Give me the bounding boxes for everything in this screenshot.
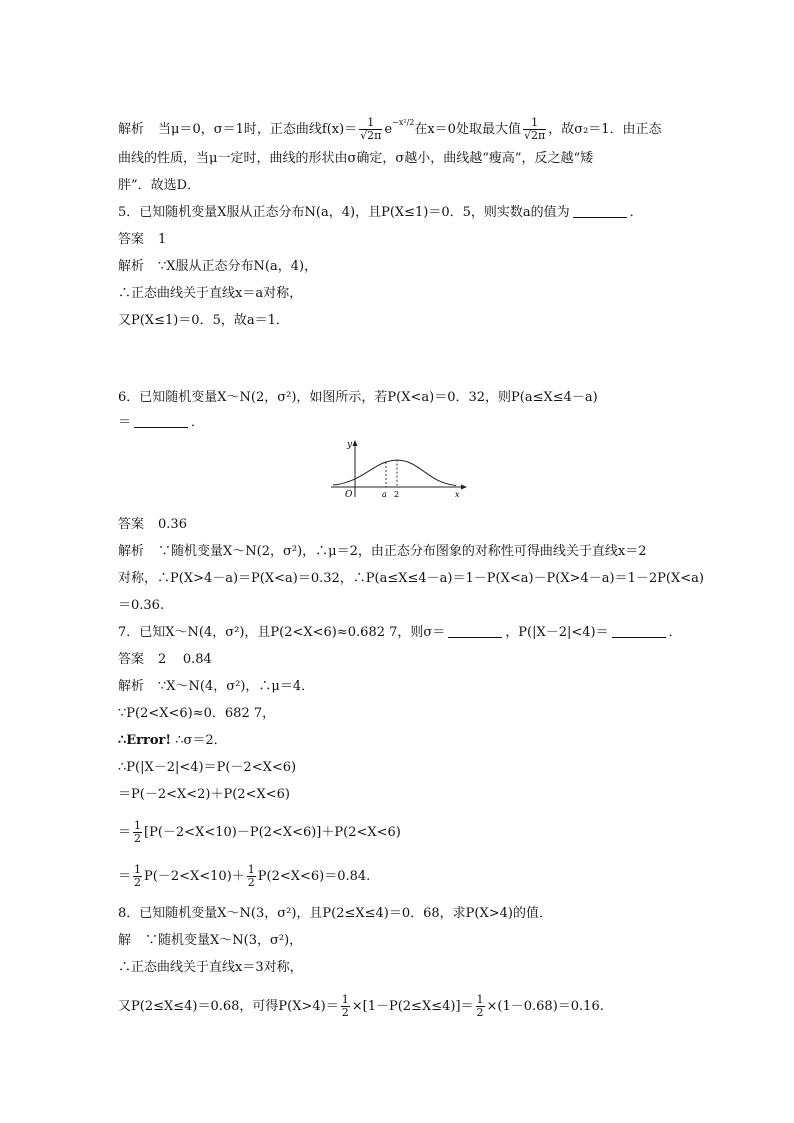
solution-tag: 解析 — [118, 122, 145, 137]
numerator: 1 — [476, 993, 484, 1006]
solution-tag: 解析 — [118, 259, 145, 274]
p8-solution-line3 — [118, 994, 604, 1019]
p7-solution-line3 — [118, 732, 227, 750]
solution-text: ∴σ＝2． — [171, 733, 227, 748]
solution-tag: 解析 — [118, 679, 145, 694]
solution-tag: 解析 — [118, 544, 145, 559]
p5-solution-line3: 又P(X≤1)＝0．5，故a＝1． — [118, 313, 289, 328]
numerator: 1 — [134, 819, 142, 832]
fraction-half — [341, 994, 350, 1019]
numerator: 1 — [523, 117, 546, 130]
solution-text: P(－2<X<10)＋ — [144, 869, 245, 884]
fraction-half — [133, 864, 142, 889]
equals: ＝ — [118, 869, 132, 884]
p7-solution-line2: ∵P(2<X<6)≈0．682 7， — [118, 706, 276, 721]
text: 在x＝0处取最大值 — [414, 122, 521, 137]
answer-tag: 答案 — [118, 232, 145, 247]
p4-solution-line3: 胖”．故选D． — [118, 178, 201, 193]
exp-base: e — [384, 122, 393, 137]
p7-solution-line4: ∴P(|X－2|<4)＝P(－2<X<6) — [118, 760, 297, 775]
question-end: ． — [668, 625, 682, 640]
p5-question — [118, 204, 643, 222]
p8-solution-line2: ∴正态曲线关于直线x＝3对称， — [118, 960, 303, 975]
answer-blank-sigma — [448, 625, 502, 638]
fraction — [523, 117, 546, 142]
solution-text: 又P(2≤X≤4)＝0.68，可得P(X>4)＝ — [118, 999, 339, 1014]
answer-tag: 答案 — [118, 517, 145, 532]
p7-solution-line1 — [118, 678, 314, 696]
p5-answer — [118, 231, 166, 249]
p6-answer — [118, 516, 187, 534]
denominator: 2 — [476, 1006, 484, 1019]
question-text: ＝ — [118, 415, 132, 430]
fraction-half — [133, 820, 142, 845]
answer-tag: 答案 — [118, 652, 145, 667]
p5-solution-line1 — [118, 258, 317, 276]
p4-solution-line1 — [118, 114, 662, 142]
answer-blank-prob — [612, 625, 666, 638]
solution-text: ∵X～N(4，σ²)，∴μ＝4． — [158, 679, 315, 694]
numerator: 1 — [134, 863, 142, 876]
solution-text: ∵随机变量X～N(3，σ²)， — [145, 933, 303, 948]
solution-text: P(2<X<6)＝0.84. — [257, 869, 371, 884]
question-text: 7．已知X～N(4，σ²)，且P(2<X<6)≈0.682 7，则σ＝ — [118, 625, 446, 640]
p6-question-line2 — [118, 414, 204, 432]
question-end: ． — [629, 205, 643, 220]
numerator: 1 — [359, 117, 382, 130]
p5-solution-line2: ∴正态曲线关于直线x＝a对称， — [118, 286, 303, 301]
p6-question-line1: 6．已知随机变量X～N(2，σ²)，如图所示，若P(X<a)＝0．32，则P(a≤X≤4－a) — [118, 390, 598, 405]
p6-solution-line2: 对称，∴P(X>4－a)＝P(X<a)＝0.32，∴P(a≤X≤4－a)＝1－P(X<a)－P(X>4－a)＝1－2P(X<a) — [118, 571, 704, 586]
origin-label: O — [345, 490, 353, 500]
x-axis-arrow — [461, 485, 467, 490]
fraction-half — [247, 864, 256, 889]
denominator: √2π — [523, 129, 546, 142]
numerator: 1 — [247, 863, 255, 876]
a-label: a — [382, 490, 387, 499]
denominator: 2 — [247, 876, 255, 889]
two-label: 2 — [394, 490, 400, 499]
solution-text: ∵X服从正态分布N(a，4)， — [158, 259, 318, 274]
fraction — [359, 117, 382, 142]
p7-solution-line5: ＝P(－2<X<2)＋P(2<X<6) — [118, 787, 290, 802]
exponent: −x²/2 — [392, 118, 415, 127]
answer-blank — [573, 205, 627, 218]
p6-solution-line1 — [118, 543, 646, 561]
solution-text: ×(1－0.68)＝0.16. — [486, 999, 604, 1014]
question-text: ，P(|X－2|<4)＝ — [505, 625, 609, 640]
y-axis-arrow — [353, 440, 358, 446]
text: ，故σ₂＝1．由正态 — [548, 122, 662, 137]
p8-solution-line1 — [118, 932, 302, 950]
normal-distribution-figure — [328, 438, 468, 500]
solution-text: ∵随机变量X～N(2，σ²)，∴μ＝2，由正态分布图象的对称性可得曲线关于直线x＝2 — [158, 544, 647, 559]
p6-solution-line3: ＝0.36. — [118, 598, 165, 613]
p4-solution-line2: 曲线的性质，当μ一定时，曲线的形状由σ确定，σ越小，曲线越“瘦高”，反之越“矮 — [118, 151, 594, 166]
answer-value: 1 — [158, 232, 167, 247]
answer-blank — [134, 415, 188, 428]
text: 当μ＝0，σ＝1时，正态曲线f(x)＝ — [158, 122, 358, 137]
x-label: x — [455, 490, 460, 499]
p7-solution-line7 — [118, 864, 370, 889]
denominator: √2π — [360, 129, 382, 142]
question-end: ． — [191, 415, 205, 430]
answer-value: 0.36 — [158, 517, 187, 532]
error-text: ∴Error! — [118, 733, 172, 748]
denominator: 2 — [134, 832, 142, 845]
solution-text: ×[1－P(2≤X≤4)]＝ — [351, 999, 474, 1014]
p7-answer — [118, 651, 212, 669]
answer-value: 2 0.84 — [158, 652, 212, 667]
numerator: 1 — [341, 993, 349, 1006]
equals: ＝ — [118, 825, 132, 840]
y-label: y — [347, 440, 353, 450]
denominator: 2 — [341, 1006, 349, 1019]
p7-solution-line6 — [118, 820, 401, 845]
p7-question — [118, 624, 682, 642]
denominator: 2 — [134, 876, 142, 889]
solution-text: [P(－2<X<10)－P(2<X<6)]＋P(2<X<6) — [144, 825, 401, 840]
question-text: 5．已知随机变量X服从正态分布N(a，4)，且P(X≤1)＝0．5，则实数a的值为 — [118, 205, 570, 220]
solution-tag: 解 — [118, 933, 132, 948]
p8-question: 8．已知随机变量X～N(3，σ²)，且P(2≤X≤4)＝0．68，求P(X>4)的值． — [118, 906, 552, 921]
fraction-half — [476, 994, 485, 1019]
normal-curve — [333, 460, 456, 485]
